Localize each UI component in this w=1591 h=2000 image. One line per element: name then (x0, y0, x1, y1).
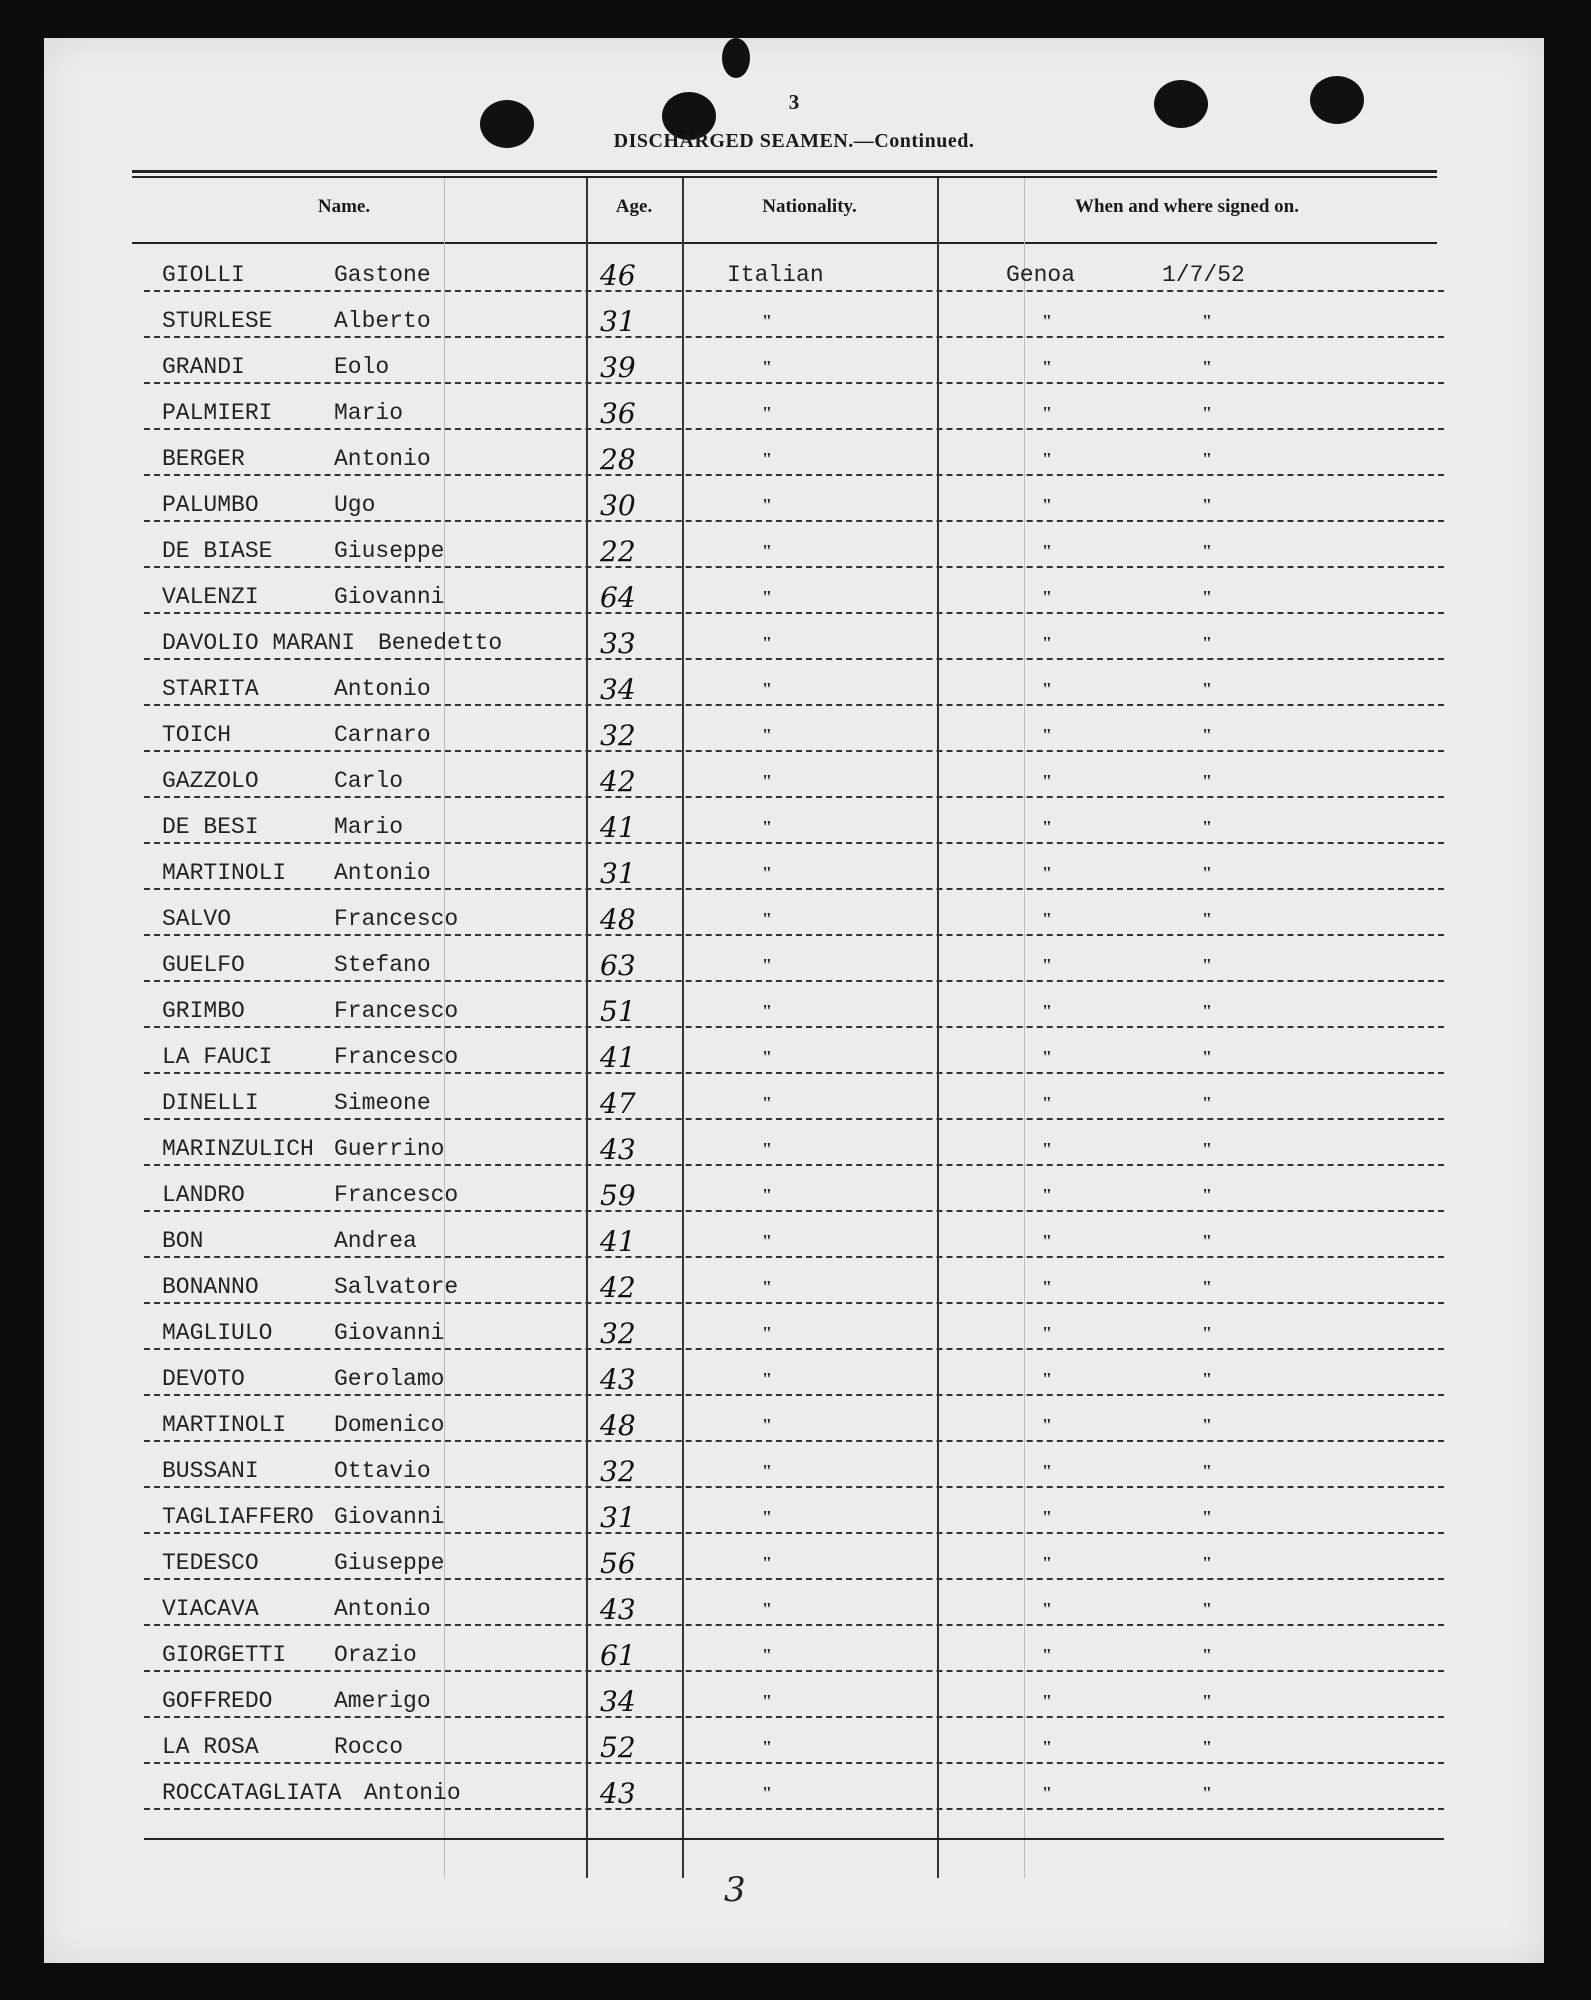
table-row (44, 1720, 1544, 1766)
seaman-given-name: Mario (334, 814, 404, 840)
row-dotted-line (144, 842, 1444, 844)
seaman-nationality: " (762, 955, 772, 975)
table-row (44, 1766, 1544, 1812)
seaman-surname: SALVO (162, 906, 232, 932)
seaman-surname: BERGER (162, 446, 245, 472)
seaman-surname: DAVOLIO MARANI (162, 630, 356, 656)
seaman-surname: LANDRO (162, 1182, 245, 1208)
signed-on-place: Genoa (1006, 262, 1076, 288)
seaman-surname: GOFFREDO (162, 1688, 273, 1714)
table-row (44, 662, 1544, 708)
row-dotted-line (144, 1256, 1444, 1258)
row-dotted-line (144, 612, 1444, 614)
signed-on-place: " (1042, 1001, 1052, 1021)
signed-on-place: " (1042, 955, 1052, 975)
seaman-nationality: " (762, 725, 772, 745)
seaman-nationality: " (762, 1691, 772, 1711)
seaman-age: 43 (600, 1133, 636, 1166)
row-dotted-line (144, 704, 1444, 706)
signed-on-place: " (1042, 1783, 1052, 1803)
signed-on-date: " (1202, 1415, 1212, 1435)
seaman-age: 46 (600, 259, 636, 292)
seaman-nationality: " (762, 1185, 772, 1205)
seaman-nationality: " (762, 817, 772, 837)
seaman-given-name: Francesco (334, 906, 459, 932)
signed-on-place: " (1042, 311, 1052, 331)
seaman-age: 63 (600, 949, 636, 982)
signed-on-place: " (1042, 771, 1052, 791)
seaman-age: 42 (600, 765, 636, 798)
seaman-surname: GRANDI (162, 354, 245, 380)
table-row (44, 248, 1544, 294)
signed-on-place: " (1042, 587, 1052, 607)
table-row (44, 984, 1544, 1030)
row-dotted-line (144, 1348, 1444, 1350)
signed-on-place: " (1042, 1369, 1052, 1389)
seaman-age: 41 (600, 1041, 636, 1074)
row-dotted-line (144, 934, 1444, 936)
row-dotted-line (144, 1394, 1444, 1396)
signed-on-date: " (1202, 1047, 1212, 1067)
seaman-given-name: Carnaro (334, 722, 431, 748)
signed-on-date: " (1202, 449, 1212, 469)
table-row (44, 432, 1544, 478)
table-row (44, 1352, 1544, 1398)
seaman-given-name: Francesco (334, 1182, 459, 1208)
row-dotted-line (144, 888, 1444, 890)
row-dotted-line (144, 428, 1444, 430)
row-dotted-line (144, 750, 1444, 752)
seaman-given-name: Antonio (334, 676, 431, 702)
seaman-surname: GRIMBO (162, 998, 245, 1024)
seaman-nationality: " (762, 1323, 772, 1343)
seaman-given-name: Giovanni (334, 1320, 445, 1346)
signed-on-place: " (1042, 817, 1052, 837)
seaman-given-name: Giuseppe (334, 1550, 445, 1576)
seaman-surname: DE BESI (162, 814, 259, 840)
row-dotted-line (144, 1670, 1444, 1672)
seaman-surname: GIOLLI (162, 262, 245, 288)
seaman-given-name: Simeone (334, 1090, 431, 1116)
seaman-nationality: " (762, 449, 772, 469)
seaman-surname: LA FAUCI (162, 1044, 273, 1070)
signed-on-place: " (1042, 633, 1052, 653)
signed-on-date: " (1202, 495, 1212, 515)
seaman-surname: MARTINOLI (162, 1412, 287, 1438)
seaman-nationality: " (762, 1553, 772, 1573)
seaman-surname: DE BIASE (162, 538, 273, 564)
seaman-age: 52 (600, 1731, 636, 1764)
row-dotted-line (144, 382, 1444, 384)
table-row (44, 1214, 1544, 1260)
document-page (44, 38, 1544, 1963)
seaman-nationality: " (762, 1139, 772, 1159)
seaman-age: 41 (600, 1225, 636, 1258)
signed-on-place: " (1042, 1599, 1052, 1619)
seaman-given-name: Mario (334, 400, 404, 426)
handwritten-page-number: 3 (724, 1870, 746, 1910)
seaman-given-name: Stefano (334, 952, 431, 978)
seaman-age: 51 (600, 995, 636, 1028)
seaman-age: 64 (600, 581, 636, 614)
table-row (44, 1076, 1544, 1122)
seaman-nationality: " (762, 495, 772, 515)
signed-on-date: " (1202, 633, 1212, 653)
signed-on-date: " (1202, 1001, 1212, 1021)
signed-on-date: " (1202, 1507, 1212, 1527)
seaman-age: 39 (600, 351, 636, 384)
seaman-nationality: " (762, 1231, 772, 1251)
seaman-given-name: Andrea (334, 1228, 417, 1254)
signed-on-place: " (1042, 1645, 1052, 1665)
signed-on-date: " (1202, 1553, 1212, 1573)
seaman-nationality: " (762, 679, 772, 699)
seaman-given-name: Francesco (334, 1044, 459, 1070)
seaman-age: 33 (600, 627, 636, 660)
seaman-nationality: " (762, 311, 772, 331)
row-dotted-line (144, 796, 1444, 798)
row-dotted-line (144, 1762, 1444, 1764)
seaman-given-name: Alberto (334, 308, 431, 334)
row-dotted-line (144, 1118, 1444, 1120)
signed-on-date: " (1202, 955, 1212, 975)
seaman-given-name: Carlo (334, 768, 404, 794)
table-row (44, 1168, 1544, 1214)
table-row (44, 1260, 1544, 1306)
seaman-given-name: Amerigo (334, 1688, 431, 1714)
signed-on-place: " (1042, 1691, 1052, 1711)
row-dotted-line (144, 1440, 1444, 1442)
signed-on-date: " (1202, 1645, 1212, 1665)
seaman-nationality: " (762, 1737, 772, 1757)
signed-on-date: " (1202, 1599, 1212, 1619)
signed-on-date: " (1202, 541, 1212, 561)
seaman-surname: BONANNO (162, 1274, 259, 1300)
signed-on-date: " (1202, 1231, 1212, 1251)
header-rule (132, 176, 1437, 178)
seaman-surname: ROCCATAGLIATA (162, 1780, 342, 1806)
seaman-age: 28 (600, 443, 636, 476)
seaman-given-name: Antonio (364, 1780, 461, 1806)
seaman-given-name: Gastone (334, 262, 431, 288)
row-dotted-line (144, 474, 1444, 476)
seaman-age: 42 (600, 1271, 636, 1304)
seaman-surname: DINELLI (162, 1090, 259, 1116)
seaman-nationality: " (762, 1507, 772, 1527)
page-number: 3 (788, 90, 800, 114)
row-dotted-line (144, 1578, 1444, 1580)
signed-on-date: " (1202, 771, 1212, 791)
signed-on-place: " (1042, 679, 1052, 699)
table-row (44, 938, 1544, 984)
signed-on-place: " (1042, 449, 1052, 469)
signed-on-place: " (1042, 1415, 1052, 1435)
row-dotted-line (144, 658, 1444, 660)
row-dotted-line (144, 1026, 1444, 1028)
signed-on-date: " (1202, 863, 1212, 883)
signed-on-date: " (1202, 1369, 1212, 1389)
seaman-surname: BUSSANI (162, 1458, 259, 1484)
seaman-given-name: Antonio (334, 860, 431, 886)
seaman-nationality: " (762, 863, 772, 883)
seaman-given-name: Salvatore (334, 1274, 459, 1300)
seaman-age: 61 (600, 1639, 636, 1672)
seaman-age: 59 (600, 1179, 636, 1212)
seaman-nationality: " (762, 587, 772, 607)
row-dotted-line (144, 1302, 1444, 1304)
signed-on-place: " (1042, 1231, 1052, 1251)
seaman-surname: PALMIERI (162, 400, 273, 426)
seaman-given-name: Antonio (334, 1596, 431, 1622)
seaman-given-name: Antonio (334, 446, 431, 472)
signed-on-place: " (1042, 357, 1052, 377)
table-row (44, 340, 1544, 386)
seaman-given-name: Ugo (334, 492, 376, 518)
table-row (44, 754, 1544, 800)
signed-on-date: " (1202, 1323, 1212, 1343)
table-row (44, 1030, 1544, 1076)
seaman-age: 48 (600, 1409, 636, 1442)
seaman-surname: DEVOTO (162, 1366, 245, 1392)
row-dotted-line (144, 1486, 1444, 1488)
seaman-nationality: " (762, 1645, 772, 1665)
seaman-given-name: Benedetto (378, 630, 503, 656)
seaman-age: 34 (600, 1685, 636, 1718)
signed-on-date: " (1202, 357, 1212, 377)
seaman-surname: STARITA (162, 676, 259, 702)
signed-on-place: " (1042, 1139, 1052, 1159)
seaman-age: 31 (600, 1501, 636, 1534)
seaman-nationality: " (762, 1277, 772, 1297)
table-row (44, 386, 1544, 432)
table-row (44, 1122, 1544, 1168)
seaman-surname: MAGLIULO (162, 1320, 273, 1346)
seaman-nationality: " (762, 1001, 772, 1021)
seaman-nationality: " (762, 1599, 772, 1619)
seaman-nationality: " (762, 771, 772, 791)
signed-on-place: " (1042, 1737, 1052, 1757)
seaman-age: 43 (600, 1593, 636, 1626)
table-row (44, 1444, 1544, 1490)
signed-on-date: " (1202, 587, 1212, 607)
punch-hole (722, 38, 750, 78)
signed-on-place: " (1042, 1461, 1052, 1481)
signed-on-date: " (1202, 1093, 1212, 1113)
seaman-age: 34 (600, 673, 636, 706)
signed-on-place: " (1042, 1185, 1052, 1205)
signed-on-date: " (1202, 403, 1212, 423)
signed-on-date: " (1202, 1783, 1212, 1803)
seaman-given-name: Orazio (334, 1642, 417, 1668)
seaman-nationality: " (762, 1461, 772, 1481)
row-dotted-line (144, 1808, 1444, 1810)
signed-on-date: " (1202, 1461, 1212, 1481)
row-dotted-line (144, 566, 1444, 568)
seaman-given-name: Giovanni (334, 1504, 445, 1530)
table-row (44, 846, 1544, 892)
seaman-given-name: Giovanni (334, 584, 445, 610)
table-row (44, 1674, 1544, 1720)
row-dotted-line (144, 290, 1444, 292)
seaman-surname: TEDESCO (162, 1550, 259, 1576)
signed-on-place: " (1042, 909, 1052, 929)
signed-on-place: " (1042, 403, 1052, 423)
seaman-nationality: " (762, 357, 772, 377)
seaman-surname: TOICH (162, 722, 232, 748)
table-row (44, 294, 1544, 340)
table-row (44, 1536, 1544, 1582)
seaman-surname: VALENZI (162, 584, 259, 610)
seaman-age: 31 (600, 305, 636, 338)
signed-on-date: " (1202, 1185, 1212, 1205)
seaman-nationality: Italian (727, 262, 824, 288)
column-header-nationality: Nationality. (762, 196, 857, 217)
row-dotted-line (144, 1072, 1444, 1074)
signed-on-place: " (1042, 495, 1052, 515)
signed-on-place: " (1042, 1323, 1052, 1343)
seaman-age: 32 (600, 1455, 636, 1488)
seaman-age: 43 (600, 1777, 636, 1810)
seaman-nationality: " (762, 909, 772, 929)
page-title: DISCHARGED SEAMEN.—Continued. (613, 130, 975, 152)
signed-on-place: " (1042, 1277, 1052, 1297)
signed-on-date: " (1202, 1277, 1212, 1297)
seaman-given-name: Gerolamo (334, 1366, 445, 1392)
row-dotted-line (144, 336, 1444, 338)
column-header-name: Name. (317, 196, 371, 217)
seaman-surname: VIACAVA (162, 1596, 259, 1622)
seaman-surname: MARINZULICH (162, 1136, 314, 1162)
signed-on-date: " (1202, 909, 1212, 929)
seaman-nationality: " (762, 1093, 772, 1113)
row-dotted-line (144, 1532, 1444, 1534)
seaman-nationality: " (762, 541, 772, 561)
seaman-nationality: " (762, 403, 772, 423)
seaman-surname: GUELFO (162, 952, 245, 978)
seaman-age: 47 (600, 1087, 636, 1120)
row-dotted-line (144, 1164, 1444, 1166)
signed-on-date: " (1202, 1737, 1212, 1757)
row-dotted-line (144, 520, 1444, 522)
signed-on-place: " (1042, 1047, 1052, 1067)
table-row (44, 1398, 1544, 1444)
seaman-nationality: " (762, 633, 772, 653)
table-row (44, 1628, 1544, 1674)
signed-on-place: " (1042, 541, 1052, 561)
seaman-given-name: Ottavio (334, 1458, 431, 1484)
seaman-surname: TAGLIAFFERO (162, 1504, 314, 1530)
table-row (44, 616, 1544, 662)
seaman-given-name: Eolo (334, 354, 390, 380)
seaman-surname: BON (162, 1228, 204, 1254)
seaman-surname: MARTINOLI (162, 860, 287, 886)
column-header-signed-on: When and where signed on. (1074, 196, 1299, 217)
table-row (44, 1490, 1544, 1536)
table-row (44, 570, 1544, 616)
seaman-age: 43 (600, 1363, 636, 1396)
row-dotted-line (144, 1624, 1444, 1626)
seaman-given-name: Guerrino (334, 1136, 445, 1162)
seaman-surname: PALUMBO (162, 492, 259, 518)
seaman-given-name: Rocco (334, 1734, 404, 1760)
seaman-given-name: Giuseppe (334, 538, 445, 564)
seaman-nationality: " (762, 1369, 772, 1389)
column-header-age: Age. (615, 196, 653, 217)
table-row (44, 478, 1544, 524)
signed-on-place: " (1042, 1553, 1052, 1573)
seaman-age: 41 (600, 811, 636, 844)
signed-on-date: " (1202, 311, 1212, 331)
seaman-age: 32 (600, 1317, 636, 1350)
table-row (44, 800, 1544, 846)
seaman-nationality: " (762, 1415, 772, 1435)
header-rule (132, 170, 1437, 173)
seaman-given-name: Domenico (334, 1412, 445, 1438)
bottom-rule (144, 1838, 1444, 1840)
seaman-age: 22 (600, 535, 636, 568)
seaman-age: 36 (600, 397, 636, 430)
signed-on-place: " (1042, 725, 1052, 745)
signed-on-date: " (1202, 1691, 1212, 1711)
seaman-surname: STURLESE (162, 308, 273, 334)
table-row (44, 1306, 1544, 1352)
signed-on-place: " (1042, 1093, 1052, 1113)
seaman-nationality: " (762, 1047, 772, 1067)
row-dotted-line (144, 1716, 1444, 1718)
seaman-age: 48 (600, 903, 636, 936)
signed-on-place: " (1042, 863, 1052, 883)
signed-on-date: " (1202, 725, 1212, 745)
seaman-surname: LA ROSA (162, 1734, 259, 1760)
row-dotted-line (144, 1210, 1444, 1212)
signed-on-date: " (1202, 679, 1212, 699)
signed-on-date: " (1202, 1139, 1212, 1159)
signed-on-place: " (1042, 1507, 1052, 1527)
seaman-age: 32 (600, 719, 636, 752)
seaman-age: 30 (600, 489, 636, 522)
signed-on-date: 1/7/52 (1162, 262, 1245, 288)
seaman-given-name: Francesco (334, 998, 459, 1024)
seaman-nationality: " (762, 1783, 772, 1803)
seaman-age: 31 (600, 857, 636, 890)
table-row (44, 708, 1544, 754)
row-dotted-line (144, 980, 1444, 982)
table-row (44, 1582, 1544, 1628)
table-row (44, 892, 1544, 938)
header-divider (132, 242, 1437, 244)
seaman-surname: GIORGETTI (162, 1642, 287, 1668)
seaman-surname: GAZZOLO (162, 768, 259, 794)
signed-on-date: " (1202, 817, 1212, 837)
seaman-age: 56 (600, 1547, 636, 1580)
table-row (44, 524, 1544, 570)
